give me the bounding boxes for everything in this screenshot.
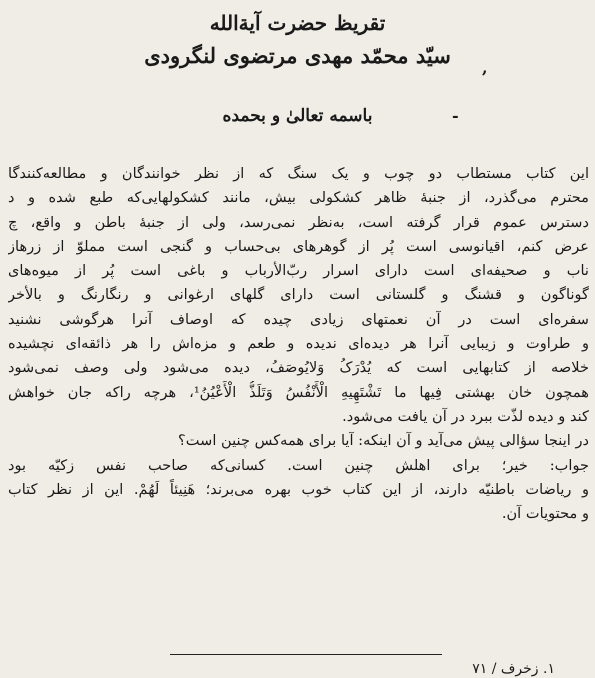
text-line: و ریاضات باطنیّه دارند، از این کتاب خوب بهره می‌برند؛ هَنِیئاً لَهُمْ. این از نظر کتاب [8,480,589,498]
body-text [8,162,589,526]
text-line: عرض کنم، اقیانوسی است پُر از گوهرهای بی‌حساب و گنجی است مملوّ از زرهاز [8,237,589,255]
subheading: باسمه تعالیٰ و بحمده [222,106,373,126]
title-line-1: تقریظ حضرت آیةالله [209,11,386,35]
text-line: جواب: خیر؛ برای اهلش چنین است. کسانی‌که صاحب نفس زکیّه بود [8,456,589,474]
footnote-text: ١. زخرف / ٧١ [472,661,555,677]
title-line-2: سیّد محمّد مهدی مرتضوی لنگرودی [144,43,451,68]
footnote-divider [170,654,442,655]
text-line: کند و دیده لذّت ببرد در آن یافت می‌شود. [342,407,589,425]
text-line: گوناگون و قشنگ و گلستانی است دارای گلهای ارغوانی و رنگارنگ و بالأخر [8,286,589,304]
text-line: و محتویات آن. [501,505,589,523]
paragraph-2 [8,429,589,453]
comma-mark: , [482,58,488,77]
text-line: خلاصه از کتابهایی است که یُدْرَکُ وَلایُوصَفُ، دیده می‌شود ولی وصف نمی‌شود [8,359,589,377]
text-line: سفره‌ای است در آن نعمتهای زیادی چیده که اوصاف آنرا هرگوشی نشنید [8,310,589,328]
paragraph-3 [8,454,589,527]
dash-mark: - [452,106,459,125]
text-line: این کتاب مستطاب دو چوب و یک سنگ که از نظر خوانندگان و مطالعه‌کنندگا [8,165,589,182]
text-line: محترم می‌گذرد، از جنبهٔ ظاهر کشکولی بیش، مانند کشکولهایی‌که طبع شده و د [8,189,589,207]
text-line: ناب و صحیفه‌ای است دارای اسرار ربّ‌الأرباب و باغی است پُر از میوه‌های [8,262,589,280]
text-line: در اینجا سؤالی پیش می‌آید و آن اینکه: آیا برای همه‌کس چنین است؟ [178,432,589,450]
text-line: دسترس عموم قرار گرفته است، به‌نظر نمی‌رسد، ولی از جنبهٔ باطن و واقع، چ [8,213,589,231]
text-line: همچون خان بهشتی فِیها ما تَشْتَهِیهِ الْأَنْفُسُ وَتَلَذُّ الْأَعْیُنُ¹، هرچه راکه جان خواهش [8,383,589,401]
text-line: و طراوت و زیبایی آنرا هر دیده‌ای ندیده و طعم و مزه‌اش را هر ذائقه‌ای نچشیده [8,335,589,353]
paragraph-1 [8,162,589,429]
